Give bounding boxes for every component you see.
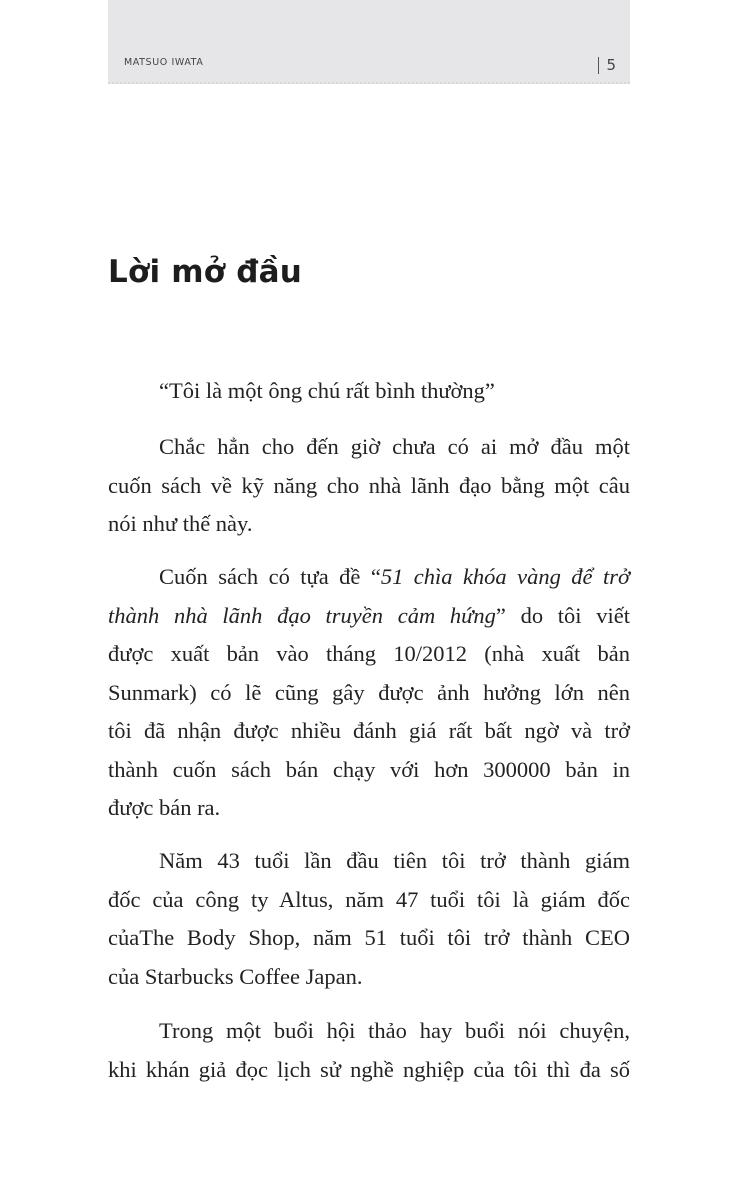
text-line [108, 597, 630, 636]
text-line: được xuất bản vào tháng 10/2012 (nhà xuất bản [108, 641, 630, 666]
page-number: 5 [606, 56, 616, 74]
text-fragment: Cuốn sách có tựa đề “ [159, 564, 381, 589]
paragraph-4 [108, 842, 630, 996]
text-line: củaThe Body Shop, năm 51 tuổi tôi trở thành CEO [108, 925, 630, 950]
text-line: Năm 43 tuổi lần đầu tiên tôi trở thành giám [159, 848, 630, 873]
page-number-separator [598, 57, 599, 74]
page-number-block [598, 56, 616, 74]
text-line: khi khán giả đọc lịch sử nghề nghiệp của tôi thì đa số [108, 1056, 630, 1082]
text-line: thành cuốn sách bán chạy với hơn 300000 bản in [108, 756, 630, 782]
running-header [108, 0, 630, 84]
paragraph-5 [108, 1012, 630, 1089]
paragraph-1 [108, 372, 630, 411]
text-line: đốc của công ty Altus, năm 47 tuổi tôi là giám đốc [108, 886, 630, 912]
text-line: tôi đã nhận được nhiều đánh giá rất bất ngờ và trở [108, 718, 630, 743]
text-line: nói như thế này. [108, 511, 253, 536]
paragraph-2 [108, 428, 630, 544]
book-title-italic: thành nhà lãnh đạo truyền cảm hứng [108, 602, 496, 628]
text-line: Sunmark) có lẽ cũng gây được ảnh hưởng lớn nên [108, 679, 630, 705]
text-line: Trong một buổi hội thảo hay buổi nói chuyện, [159, 1018, 630, 1043]
text-line [108, 558, 630, 597]
text-line: cuốn sách về kỹ năng cho nhà lãnh đạo bằng một câu [108, 472, 630, 498]
running-header-author: MATSUO IWATA [124, 57, 204, 68]
paragraph-3 [108, 558, 630, 828]
text-fragment: ” do tôi viết [495, 602, 630, 628]
chapter-title: Lời mở đầu [108, 254, 303, 290]
text-line: Chắc hẳn cho đến giờ chưa có ai mở đầu một [159, 434, 630, 459]
book-title-italic: 51 chìa khóa vàng để trở [380, 564, 630, 589]
text-line: được bán ra. [108, 795, 221, 820]
text-line: “Tôi là một ông chú rất bình thường” [159, 378, 495, 403]
text-line: của Starbucks Coffee Japan. [108, 963, 363, 989]
